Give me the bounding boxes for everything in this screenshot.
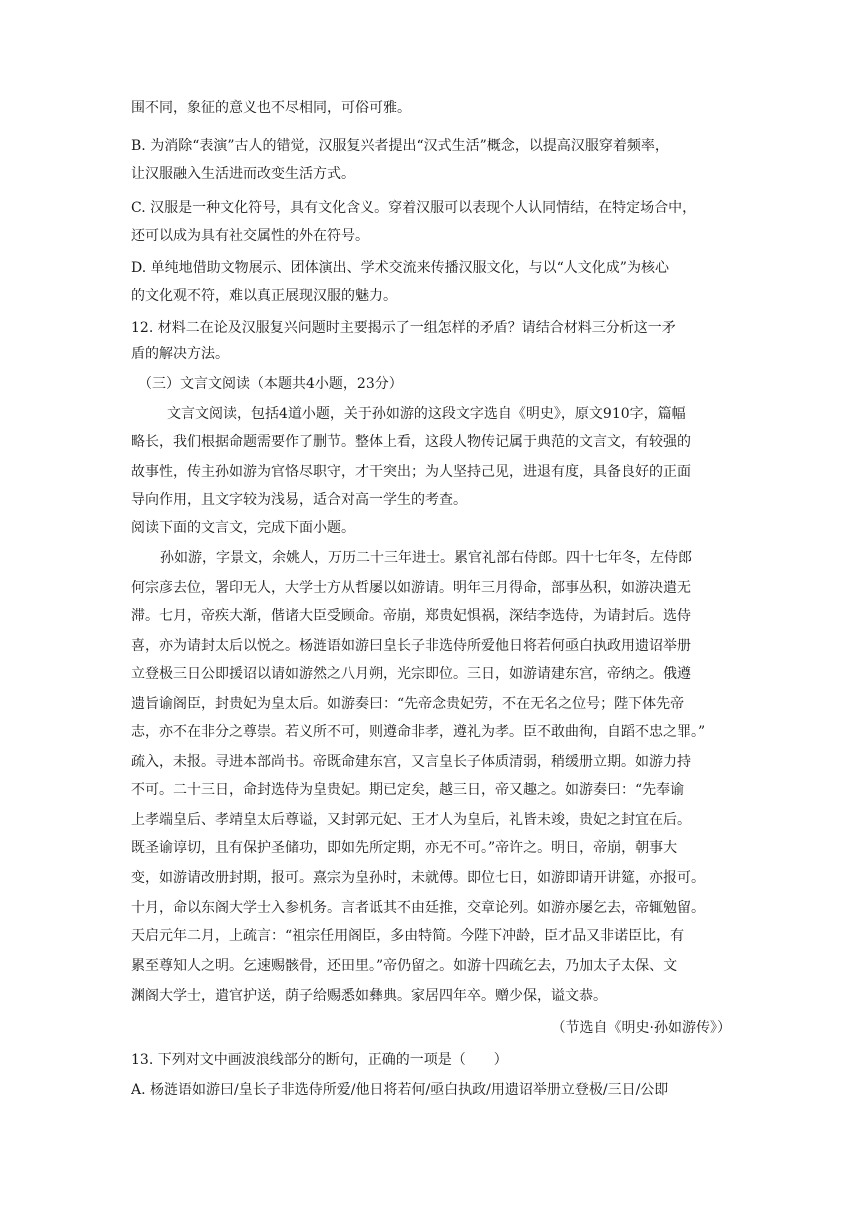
option-c-line-2: 还可以成为具有社交属性的外在符号。 (131, 228, 369, 244)
intro-paragraph-line: 故事性，传主孙如游为官恪尽职守，才干突出；为人坚持己见，进退有度，具备良好的正面 (131, 464, 691, 480)
passage-line: 上孝端皇后、孝靖皇太后尊谥，又封郭元妃、王才人为皇后，礼皆未竣，贵妃之封宜在后。 (131, 812, 691, 828)
passage-line: 累至尊知人之明。乞速赐骸骨，还田里。”帝仍留之。如游十四疏乞去，乃加太子太保、文 (131, 958, 678, 974)
source-citation: （节选自《明史·孙如游传》） (551, 1020, 731, 1036)
option-a-line: A. 杨涟语如游曰/皇长子非选侍所爱/他日将若何/亟白执政/用遗诏举册立登极/三日/公即 (131, 1082, 669, 1098)
passage-line: 渊阁大学士，遣官护送，荫子给赐悉如彝典。家居四年卒。赠少保，谥文恭。 (131, 988, 607, 1004)
passage-line: 变，如游请改册封期，报可。熹宗为皇孙时，未就傅。即位七日，如游即请开讲筵，亦报可。 (131, 870, 705, 886)
option-d-line-1: D. 单纯地借助文物展示、团体演出、学术交流来传播汉服文化，与以“人文化成”为核心 (131, 260, 669, 276)
option-c-line-1: C. 汉服是一种文化符号，具有文化含义。穿着汉服可以表现个人认同情结，在特定场合中， (131, 200, 697, 216)
passage-line: 天启元年二月，上疏言：“祖宗任用阁臣，多由特简。今陛下冲龄，臣才品又非诺臣比，有 (131, 928, 685, 944)
passage-line: 既圣谕谆切，且有保护圣储功，即如先所定期，亦无不可。”帝许之。明日，帝崩，朝事大 (131, 840, 678, 856)
text-line: 围不同，象征的意义也不尽相同，可俗可雅。 (131, 100, 411, 116)
question-12-line-1: 12. 材料二在论及汉服复兴问题时主要揭示了一组怎样的矛盾？请结合材料三分析这一矛 (131, 320, 676, 336)
passage-line: 遗旨谕阁臣，封贵妃为皇太后。如游奏曰：“先帝念贵妃劳，不在无名之位号；陛下体先帝 (131, 696, 685, 712)
option-b-line-1: B. 为消除“表演”古人的错觉，汉服复兴者提出“汉式生活”概念，以提高汉服穿着频率， (131, 138, 669, 154)
section-heading: （三）文言文阅读（本题共4小题，23分） (138, 376, 403, 392)
passage-line: 何宗彦去位，署印无人，大学士方从哲屡以如游请。明年三月得命，部事丛积，如游决遣无 (131, 580, 691, 596)
passage-line: 十月，命以东阁大学士入参机务。言者诋其不由廷推，交章论列。如游亦屡乞去，帝辄勉留。 (131, 900, 705, 916)
intro-paragraph-line: 导向作用，且文字较为浅易，适合对高一学生的考查。 (131, 492, 467, 508)
instruction-line: 阅读下面的文言文，完成下面小题。 (131, 520, 355, 536)
question-12-line-2: 盾的解决方法。 (131, 346, 229, 362)
option-d-line-2: 的文化观不符，难以真正展现汉服的魅力。 (131, 288, 397, 304)
passage-line: 不可。二十三日，命封选侍为皇贵妃。期已定矣，越三日，帝又趣之。如游奏曰：“先奉谕 (131, 782, 685, 798)
passage-line: 喜，亦为请封太后以悦之。杨涟语如游曰皇长子非选侍所爱他日将若何亟白执政用遗诏举册 (131, 638, 691, 654)
passage-line: 孙如游，字景文，余姚人，万历二十三年进士。累官礼部右侍郎。四十七年冬，左侍郎 (160, 550, 692, 566)
intro-paragraph-line: 文言文阅读，包括4道小题，关于孙如游的这段文字选自《明史》，原文910字，篇幅 (167, 406, 686, 422)
passage-line: 立登极三日公即援诏以请如游然之八月朔，光宗即位。三日，如游请建东宫，帝纳之。俄遵 (131, 666, 691, 682)
option-b-line-2: 让汉服融入生活进而改变生活方式。 (131, 166, 355, 182)
question-13: 13. 下列对文中画波浪线部分的断句，正确的一项是（ ） (131, 1052, 508, 1068)
passage-line: 疏入，未报。寻进本部尚书。帝既命建东宫，又言皇长子体质清弱，稍缓册立期。如游力持 (131, 754, 691, 770)
passage-line: 滞。七月，帝疾大渐，偕诸大臣受顾命。帝崩，郑贵妃惧祸，深结李选侍，为请封后。选侍 (131, 608, 691, 624)
intro-paragraph-line: 略长，我们根据命题需要作了删节。整体上看，这段人物传记属于典范的文言文，有较强的 (131, 434, 691, 450)
passage-line: 志，亦不在非分之尊崇。若义所不可，则遵命非孝，遵礼为孝。臣不敢曲徇，自蹈不忠之罪。” (131, 724, 706, 740)
